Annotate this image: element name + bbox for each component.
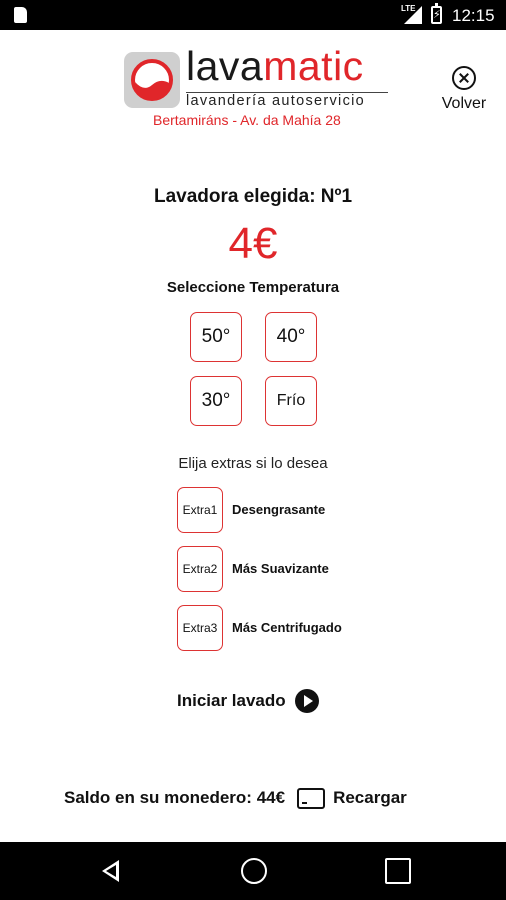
back-button[interactable] bbox=[438, 66, 490, 118]
sd-card-icon bbox=[14, 7, 27, 23]
nav-recents-icon[interactable] bbox=[385, 858, 411, 884]
status-time: 12:15 bbox=[452, 6, 495, 25]
play-icon bbox=[295, 689, 319, 713]
extra3-label: Más Centrifugado bbox=[232, 620, 342, 635]
temperature-option-cold[interactable]: Frío bbox=[265, 376, 317, 426]
temperature-option-40[interactable]: 40° bbox=[265, 312, 317, 362]
status-bar bbox=[0, 0, 506, 30]
network-type: LTE bbox=[401, 4, 416, 13]
extras-title: Elija extras si lo desea bbox=[178, 455, 328, 472]
recharge-button[interactable]: Recargar bbox=[333, 788, 407, 807]
wallet-balance: Saldo en su monedero: 44€ bbox=[64, 788, 286, 807]
extra1-button[interactable]: Extra1 bbox=[177, 487, 223, 533]
navigation-bar bbox=[0, 842, 506, 900]
credit-card-icon[interactable] bbox=[297, 788, 325, 809]
brand-name-part2: matic bbox=[263, 43, 364, 89]
brand-logo bbox=[124, 43, 388, 112]
temperature-option-30[interactable]: 30° bbox=[190, 376, 242, 426]
extra2-button[interactable]: Extra2 bbox=[177, 546, 223, 592]
close-circle-icon bbox=[452, 66, 476, 90]
selected-machine: Lavadora elegida: Nº1 bbox=[153, 186, 353, 207]
extra3-button[interactable]: Extra3 bbox=[177, 605, 223, 651]
price: 4€ bbox=[228, 219, 278, 268]
temperature-option-50[interactable]: 50° bbox=[190, 312, 242, 362]
extra2-label: Más Suavizante bbox=[232, 561, 329, 576]
wallet-row bbox=[64, 785, 407, 811]
battery-charging-icon: ⚡ bbox=[431, 6, 442, 24]
nav-back-icon[interactable] bbox=[99, 858, 125, 884]
back-label: Volver bbox=[441, 95, 487, 112]
start-wash-button[interactable] bbox=[177, 687, 319, 715]
nav-home-icon[interactable] bbox=[241, 858, 267, 884]
extra1-label: Desengrasante bbox=[232, 502, 326, 517]
store-location: Bertamiráns - Av. da Mahía 28 bbox=[153, 112, 341, 128]
brand-name-part1: lava bbox=[186, 43, 264, 89]
brand-name bbox=[186, 43, 364, 89]
washer-logo-icon bbox=[124, 52, 180, 108]
brand-tagline: lavandería autoservicio bbox=[186, 92, 388, 109]
temperature-title: Seleccione Temperatura bbox=[166, 279, 340, 296]
start-wash-label: Iniciar lavado bbox=[177, 691, 286, 710]
